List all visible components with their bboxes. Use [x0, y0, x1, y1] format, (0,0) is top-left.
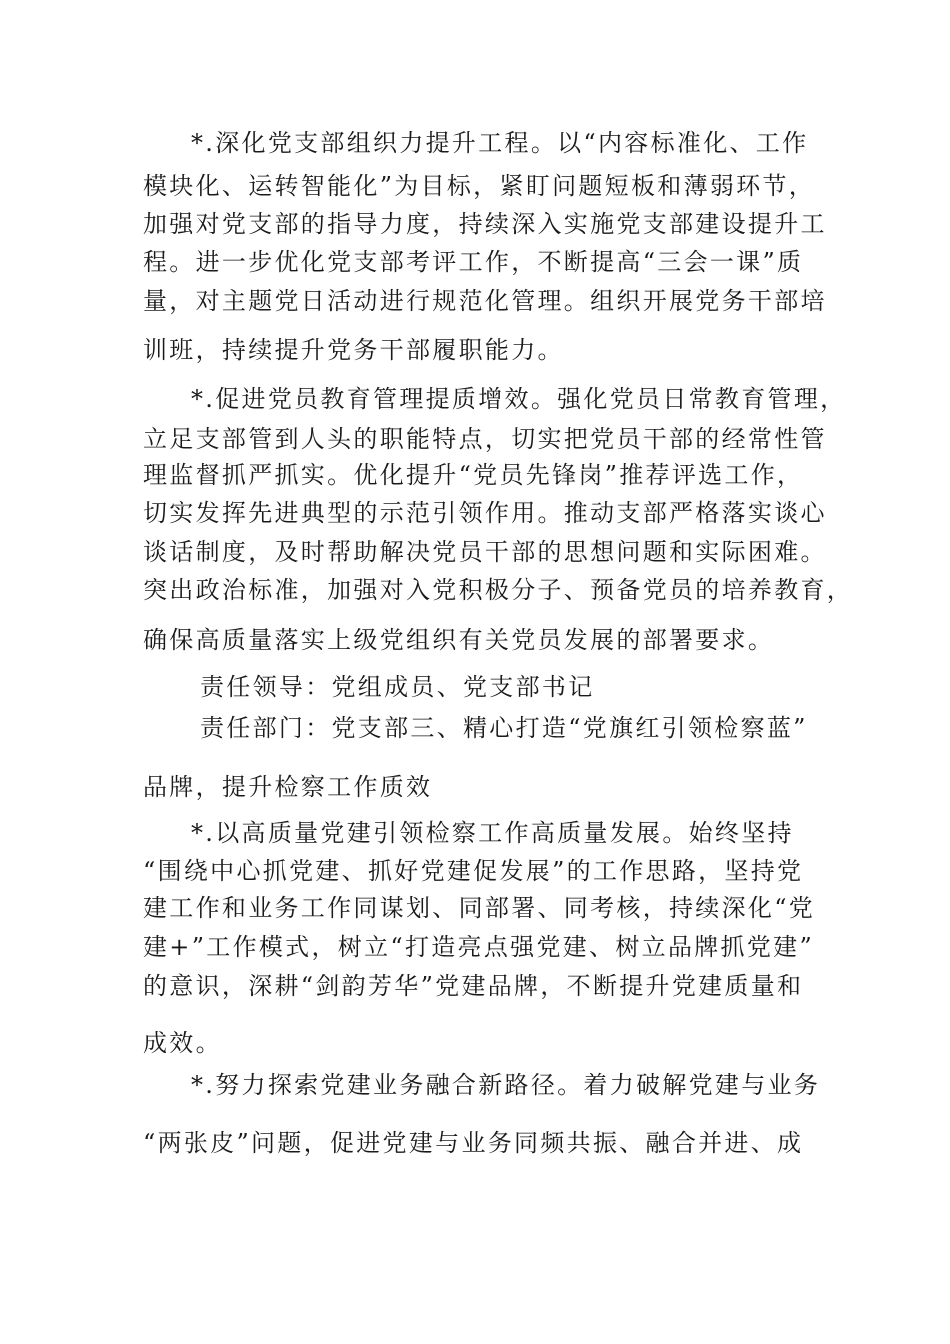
paragraph-line: 建+”工作模式，树立“打造亮点强党建、树立品牌抓党建” [143, 933, 815, 961]
paragraph-line: 谈话制度，及时帮助解决党员干部的思想问题和实际困难。 [143, 538, 827, 566]
paragraph-line: 加强对党支部的指导力度，持续深入实施党支部建设提升工 [143, 210, 827, 238]
paragraph-line: *.努力探索党建业务融合新路径。着力破解党建与业务 [191, 1071, 821, 1099]
paragraph-line: 切实发挥先进典型的示范引领作用。推动支部严格落实谈心 [143, 499, 827, 527]
paragraph-line: 成效。 [143, 1029, 222, 1057]
paragraph-line: 模块化、运转智能化”为目标，紧盯问题短板和薄弱环节， [143, 172, 816, 200]
paragraph-line: “两张皮”问题，促进党建与业务同频共振、融合并进、成 [143, 1129, 804, 1157]
paragraph-line: *.促进党员教育管理提质增效。强化党员日常教育管理， [191, 385, 847, 413]
paragraph-line: 理监督抓严抓实。优化提升“党员先锋岗”推荐评选工作， [143, 461, 804, 489]
paragraph-line: 立足支部管到人头的职能特点，切实把党员干部的经常性管 [143, 425, 827, 453]
responsible-leader-line: 责任领导：党组成员、党支部书记 [200, 673, 595, 701]
paragraph-line: 量，对主题党日活动进行规范化管理。组织开展党务干部培 [143, 287, 827, 315]
responsible-department-line: 责任部门：党支部三、精心打造“党旗红引领检察蓝” [200, 714, 808, 742]
paragraph-line: 程。进一步优化党支部考评工作，不断提高“三会一课”质 [143, 248, 804, 276]
paragraph-line: “围绕中心抓党建、抓好党建促发展”的工作思路，坚持党 [143, 857, 804, 885]
paragraph-line: 突出政治标准，加强对入党积极分子、预备党员的培养教育， [143, 576, 854, 604]
paragraph-line: 确保高质量落实上级党组织有关党员发展的部署要求。 [143, 626, 775, 654]
paragraph-line: 训班，持续提升党务干部履职能力。 [143, 336, 564, 364]
paragraph-line: *.以高质量党建引领检察工作高质量发展。始终坚持 [191, 819, 794, 847]
paragraph-line: 建工作和业务工作同谋划、同部署、同考核，持续深化“党 [143, 894, 816, 922]
paragraph-line: *.深化党支部组织力提升工程。以“内容标准化、工作 [191, 129, 809, 157]
section-heading-line: 品牌，提升检察工作质效 [143, 773, 433, 801]
paragraph-line: 的意识，深耕“剑韵芳华”党建品牌，不断提升党建质量和 [143, 972, 804, 1000]
